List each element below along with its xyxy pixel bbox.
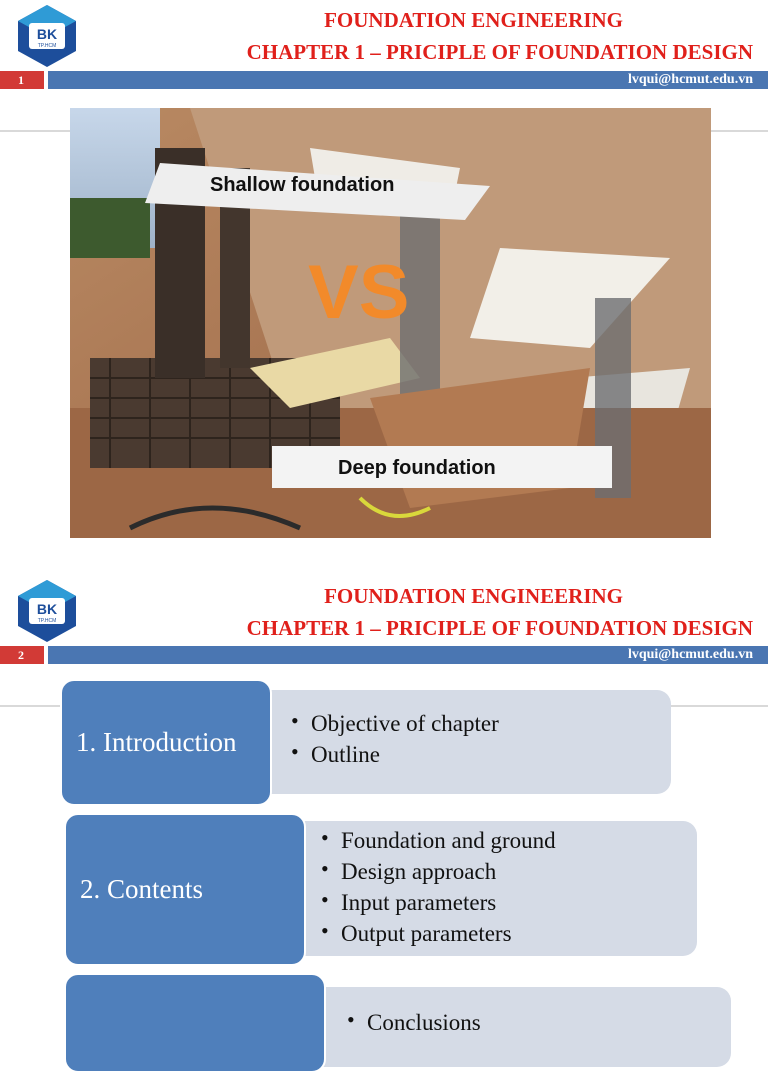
list-item: • Input parameters [319,887,697,918]
section-3-heading [64,973,326,1073]
section-1-details [255,690,671,794]
bk-logo [14,3,80,69]
header-bar [0,71,768,89]
svg-text:BK: BK [36,601,58,617]
shallow-foundation-label: Shallow foundation [210,174,395,196]
svg-text:TP.HCM: TP.HCM [37,43,57,49]
list-item: • Conclusions [345,1007,731,1038]
vs-label: VS [308,250,410,335]
author-email: lvqui@hcmut.edu.vn [627,72,753,87]
slide-number: 2 [0,646,44,664]
slide-2 [0,575,768,1035]
section-2-heading: 2. Contents [64,813,306,966]
foundation-photo [70,108,711,538]
section-3-details [305,987,731,1067]
section-2-details [285,821,697,956]
svg-text:TP.HCM: TP.HCM [37,618,57,624]
list-item: • Outline [289,739,671,770]
course-title: FOUNDATION ENGINEERING [324,8,623,32]
section-1-heading: 1. Introduction [60,679,272,806]
bk-logo [14,578,80,644]
list-item: • Design approach [319,856,697,887]
list-item: • Output parameters [319,918,697,949]
chapter-title: CHAPTER 1 – PRICIPLE OF FOUNDATION DESIGN [246,616,753,640]
svg-text:BK: BK [36,26,58,42]
list-item: • Foundation and ground [319,825,697,856]
slide-number: 1 [0,71,44,89]
list-item: • Objective of chapter [289,708,671,739]
header-bar [0,646,768,664]
author-email: lvqui@hcmut.edu.vn [627,647,753,662]
deep-foundation-label: Deep foundation [338,457,496,479]
chapter-title: CHAPTER 1 – PRICIPLE OF FOUNDATION DESIGN [246,40,753,64]
course-title: FOUNDATION ENGINEERING [324,584,623,608]
